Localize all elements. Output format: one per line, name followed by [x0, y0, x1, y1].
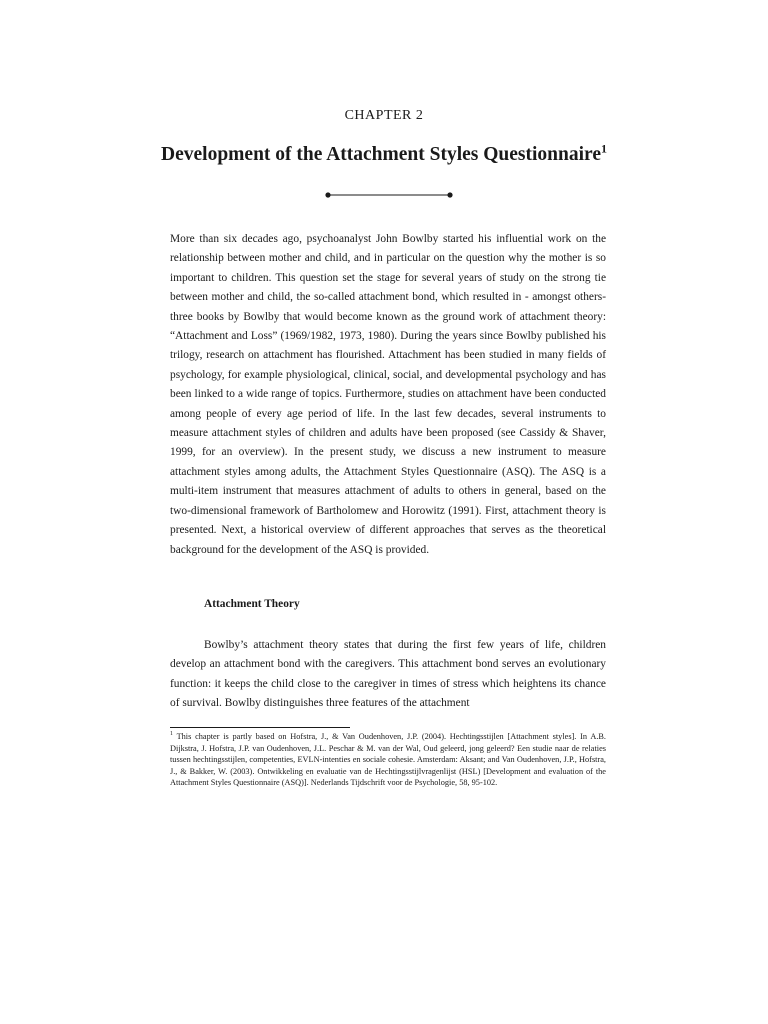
intro-paragraph: More than six decades ago, psychoanalyst John Bowlby started his influential work on the relationship between mother and child, and in particular on the question why the mother is so important to children. This question set the stage for several years of study on the strong tie between mother and child, the so-called attachment bond, which resulted in - amongst others- three books by Bowlby that would become known as the ground work of attachment theory: “Attachment and Loss” (1969/1982, 1973, 1980). During the years since Bowlby published his trilogy, research on attachment has flourished. Attachment has been studied in many fields of psychology, for example physiological, clinical, social, and developmental psychology and has been linked to a wide range of topics. Furthermore, studies on attachment have been conducted among people of every age period of life. In the last few decades, several instruments to measure attachment styles of children and adults have been proposed (see Cassidy & Shaver, 1999, for an overview). In the present study, we discuss a new instrument to measure attachment styles among adults, the Attachment Styles Questionnaire (ASQ). The ASQ is a multi-item instrument that measures attachment of adults to others in general, based on the two-dimensional framework of Bartholomew and Horowitz (1991). First, attachment theory is presented. Next, a historical overview of different approaches that serves as the theoretical background for the development of the ASQ is provided. [170, 233, 606, 556]
ornament-divider-icon [324, 190, 454, 200]
footnote-reference[interactable]: 1 [600, 141, 607, 156]
footnote-divider [170, 727, 350, 728]
footnote [170, 731, 606, 789]
chapter-label: CHAPTER 2 [344, 108, 424, 123]
section-heading: Attachment Theory [204, 598, 300, 610]
footnote-text: This chapter is partly based on Hofstra, J., & Van Oudenhoven, J.P. (2004). Hechtingsstijlen [Attachment styles]. In A.B. Dijkstra, J. Hofstra, J.P. van Oudenhoven, J.L. Peschar & M. van der Wal, Oud geleerd, jong geleerd? Een studie naar de relaties tussen hechtingsstijlen, competenties, EVLN-intenties en sociale cohesie. Amsterdam: Aksant; and Van Oudenhoven, J.P., Hofstra, J., & Bakker, W. (2003). Ontwikkeling en evaluatie van de Hechtingsstijlvragenlijst (HSL) [Development and evaluation of the Attachment Styles Questionnaire (ASQ)]. Nederlands Tijdschrift voor de Psychologie, 58, 95-102. [170, 732, 606, 788]
chapter-title-text: Development of the Attachment Styles Questionnaire [161, 144, 601, 165]
section-paragraph: Bowlby’s attachment theory states that during the first few years of life, children develop an attachment bond with the caregivers. This attachment bond serves an evolutionary function: it keeps the child close to the caregiver in times of stress which heightens its chance of survival. Bowlby distinguishes three features of the attachment [170, 639, 606, 710]
chapter-title [0, 141, 768, 166]
footnote-marker: 1 [170, 731, 173, 738]
